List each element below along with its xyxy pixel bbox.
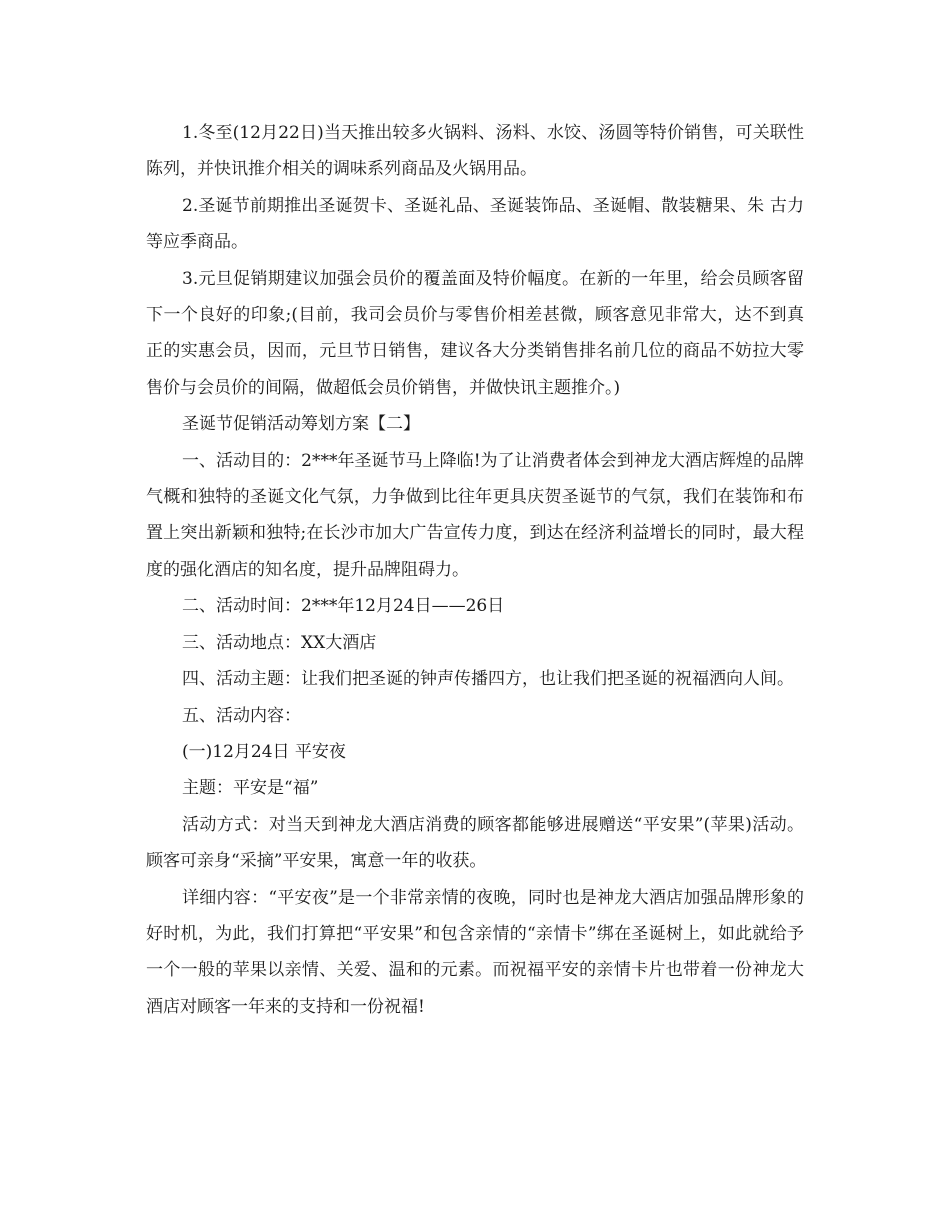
paragraph-theme-blessing: 主题：平安是“福”: [182, 778, 319, 799]
paragraph-activity-theme: 四、活动主题：让我们把圣诞的钟声传播四方，也让我们把圣诞的祝福洒向人间。: [182, 669, 794, 690]
paragraph-christmas-goods: 2.圣诞节前期推出圣诞贺卡、圣诞礼品、圣诞装饰品、圣诞帽、散装糖果、朱 古力等应季商品。: [146, 195, 804, 253]
paragraph-new-year-promo: 3.元旦促销期建议加强会员价的覆盖面及特价幅度。在新的一年里，给会员顾客留下一个良好的印象;(目前，我司会员价与零售价相差甚微，顾客意见非常大，达不到真正的实惠会员，因而，元旦节日销售，建议各大分类销售排名前几位的商品不妨拉大零售价与会员价的间隔，做超低会员价销售，并做快讯主题推介。): [146, 268, 804, 398]
paragraph-activity-method: 活动方式：对当天到神龙大酒店消费的顾客都能够进展赠送“平安果”(苹果)活动。顾客可亲身“采摘”平安果，寓意一年的收获。: [146, 814, 804, 872]
paragraph-detail-content: 详细内容：“平安夜”是一个非常亲情的夜晚，同时也是神龙大酒店加强品牌形象的好时机，为此，我们打算把“平安果”和包含亲情的“亲情卡”绑在圣诞树上，如此就给予一个一般的苹果以亲情、关爱、温和的元素。而祝福平安的亲情卡片也带着一份神龙大酒店对顾客一年来的支持和一份祝福!: [146, 887, 804, 1017]
paragraph-winter-solstice: 1.冬至(12月22日)当天推出较多火锅料、汤料、水饺、汤圆等特价销售，可关联性陈列，并快讯推介相关的调味系列商品及火锅用品。: [146, 123, 804, 180]
document-body: [146, 115, 804, 1025]
paragraph-activity-location: 三、活动地点：XX大酒店: [182, 632, 377, 653]
section-heading-plan-two: 圣诞节促销活动筹划方案【二】: [182, 414, 420, 435]
paragraph-christmas-eve: (一)12月24日 平安夜: [182, 741, 346, 762]
paragraph-activity-time: 二、活动时间：2***年12月24日——26日: [182, 596, 505, 617]
paragraph-activity-content: 五、活动内容：: [182, 705, 301, 726]
paragraph-activity-purpose: 一、活动目的：2***年圣诞节马上降临!为了让消费者体会到神龙大酒店辉煌的品牌气概和独特的圣诞文化气氛，力争做到比往年更具庆贺圣诞节的气氛，我们在装饰和布置上突出新颖和独特;在长沙市加大广告宣传力度，到达在经济利益增长的同时，最大程度的强化酒店的知名度，提升品牌阻碍力。: [146, 450, 804, 580]
